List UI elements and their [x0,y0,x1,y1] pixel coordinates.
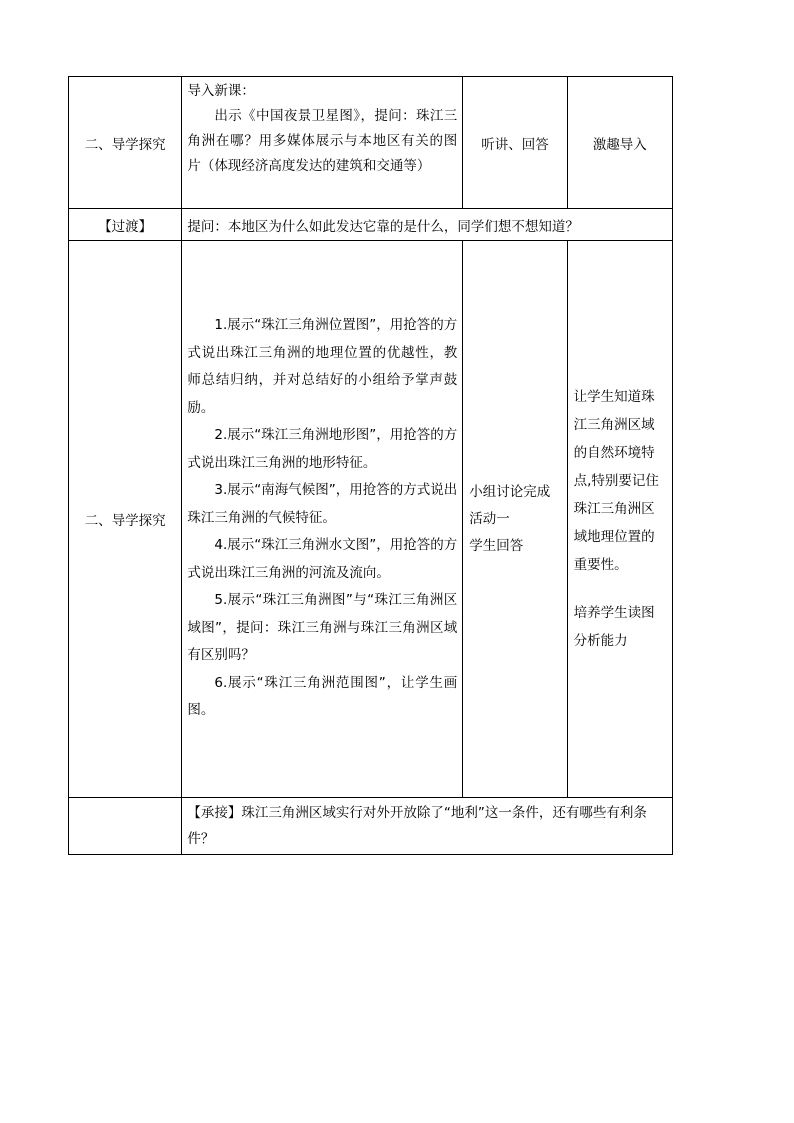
table-row [69,77,673,209]
activity-line: 活动一 [469,510,510,527]
intent-text: 培养学生读图分析能力 [573,605,655,649]
intent-cell [567,77,672,209]
activity-cell [463,77,567,209]
activity-line: 学生回答 [469,537,524,554]
table-row [69,798,673,855]
activity-label: 听讲、回答 [481,136,549,153]
transition-text: 提问：本地区为什么如此发达它靠的是什么，同学们想不想知道？ [187,218,579,235]
transition-content-cell [182,209,673,241]
step-item: 1.展示“珠江三角洲位置图”，用抢答的方式说出珠江三角洲的地理位置的优越性，教师总结归纳，并对总结好的小组给予掌声鼓励。 [187,317,458,416]
empty-stage-cell [69,798,182,855]
transition-label: 【过渡】 [98,218,153,235]
step-item: 3.展示“南海气候图”，用抢答的方式说出珠江三角洲的气候特征。 [187,482,458,526]
step-item: 4.展示“珠江三角洲水文图”，用抢答的方式说出珠江三角洲的河流及流向。 [187,537,458,581]
stage-label: 二、导学探究 [84,136,166,153]
intent-cell [567,241,672,798]
step-item: 6.展示“珠江三角洲范围图”，让学生画图。 [187,674,458,718]
step-item: 2.展示“珠江三角洲地形图”，用抢答的方式说出珠江三角洲的地形特征。 [187,427,458,471]
content-cell [182,241,463,798]
intent-text: 让学生知道珠江三角洲区域的自然环境特点,特别要记住珠江三角洲区域地理位置的重要性。 [573,389,659,573]
content-cell [182,77,463,209]
lesson-plan-table [68,76,673,855]
content-body: 出示《中国夜景卫星图》，提问：珠江三角洲在哪？用多媒体展示与本地区有关的图片（体现经济高度发达的建筑和交通等） [187,108,458,174]
activity-cell [463,241,567,798]
step-item: 5.展示“珠江三角洲图”与“珠江三角洲区域图”，提问：珠江三角洲与珠江三角洲区域有区别吗？ [187,592,458,663]
stage-cell [69,77,182,209]
stage-cell [69,209,182,241]
bridge-content-cell [182,798,673,855]
stage-cell [69,241,182,798]
table-row [69,241,673,798]
intent-label: 激趣导入 [592,136,647,153]
activity-line: 小组讨论完成 [469,483,551,500]
table-row [69,209,673,241]
stage-label: 二、导学探究 [84,513,166,529]
content-title: 导入新课： [187,83,255,99]
bridge-text: 【承接】珠江三角洲区域实行对外开放除了“地利”这一条件，还有哪些有利条件？ [187,805,647,847]
